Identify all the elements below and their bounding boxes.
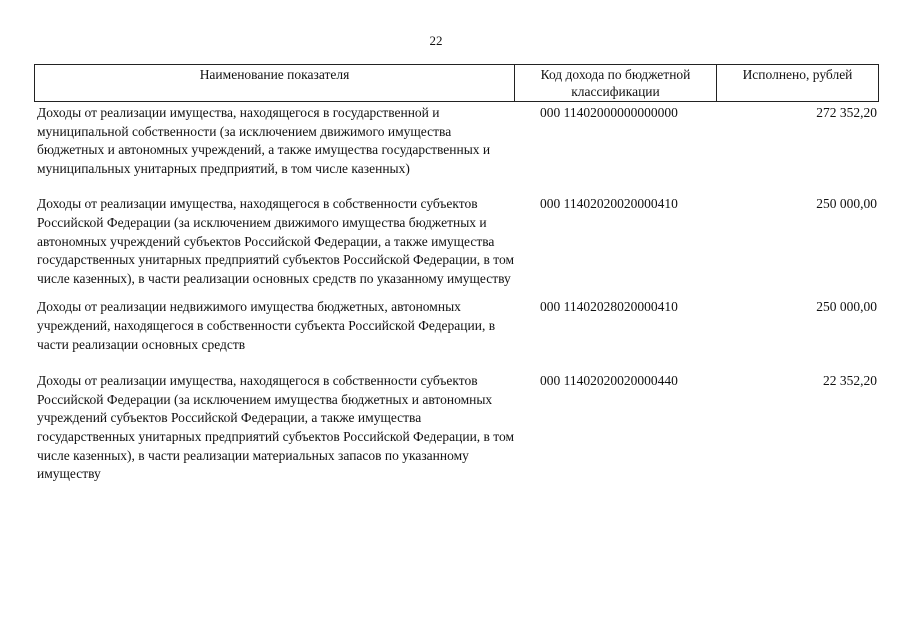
row-name: Доходы от реализации недвижимого имущества бюджетных, автономных учреждений, находящегося в собственности субъекта Российской Федерации, в части реализации основных средств bbox=[37, 299, 496, 352]
row-name: Доходы от реализации имущества, находящегося в собственности субъектов Российской Федерации (за исключением движимого имущества бюджетных и автономных учреждений субъектов Российской Федерации, а также имущества государственных унитарных предприятий субъектов Российской Федерации, в том числе казенных), в части реализации основных средств по указанному имуществу bbox=[37, 196, 515, 286]
row-amount: 250 000,00 bbox=[816, 299, 877, 315]
table-row bbox=[37, 195, 877, 288]
row-amount: 22 352,20 bbox=[823, 373, 877, 389]
header-name: Наименование показателя bbox=[35, 65, 515, 101]
page-number: 22 bbox=[429, 33, 443, 48]
table-row bbox=[37, 298, 877, 354]
table-row bbox=[37, 104, 877, 178]
row-code: 000 11402028020000410 bbox=[540, 299, 678, 315]
row-code: 000 11402000000000000 bbox=[540, 105, 678, 120]
header-code: Код дохода по бюджетной классификации bbox=[515, 65, 717, 101]
row-name: Доходы от реализации имущества, находящегося в государственной и муниципальной собственности (за исключением движимого имущества бюджетных и автономных учреждений, а также имущества государственных и муниципальных унитарных предприятий, в том числе казенных) bbox=[37, 105, 491, 176]
header-amount: Исполнено, рублей bbox=[742, 67, 853, 82]
row-amount: 250 000,00 bbox=[816, 196, 877, 212]
row-code: 000 11402020020000440 bbox=[540, 373, 678, 389]
table-row bbox=[37, 372, 877, 484]
row-amount: 272 352,20 bbox=[816, 105, 877, 120]
row-name: Доходы от реализации имущества, находящегося в собственности субъектов Российской Федерации (за исключением имущества бюджетных и автономных учреждений субъектов Российской Федерации, а также имущества государственных унитарных предприятий субъектов Российской Федерации, в том числе казенных), в части реализации материальных запасов по указанному имуществу bbox=[37, 373, 515, 482]
row-code: 000 11402020020000410 bbox=[540, 196, 678, 212]
table-body bbox=[37, 104, 877, 484]
table-header bbox=[34, 64, 879, 102]
